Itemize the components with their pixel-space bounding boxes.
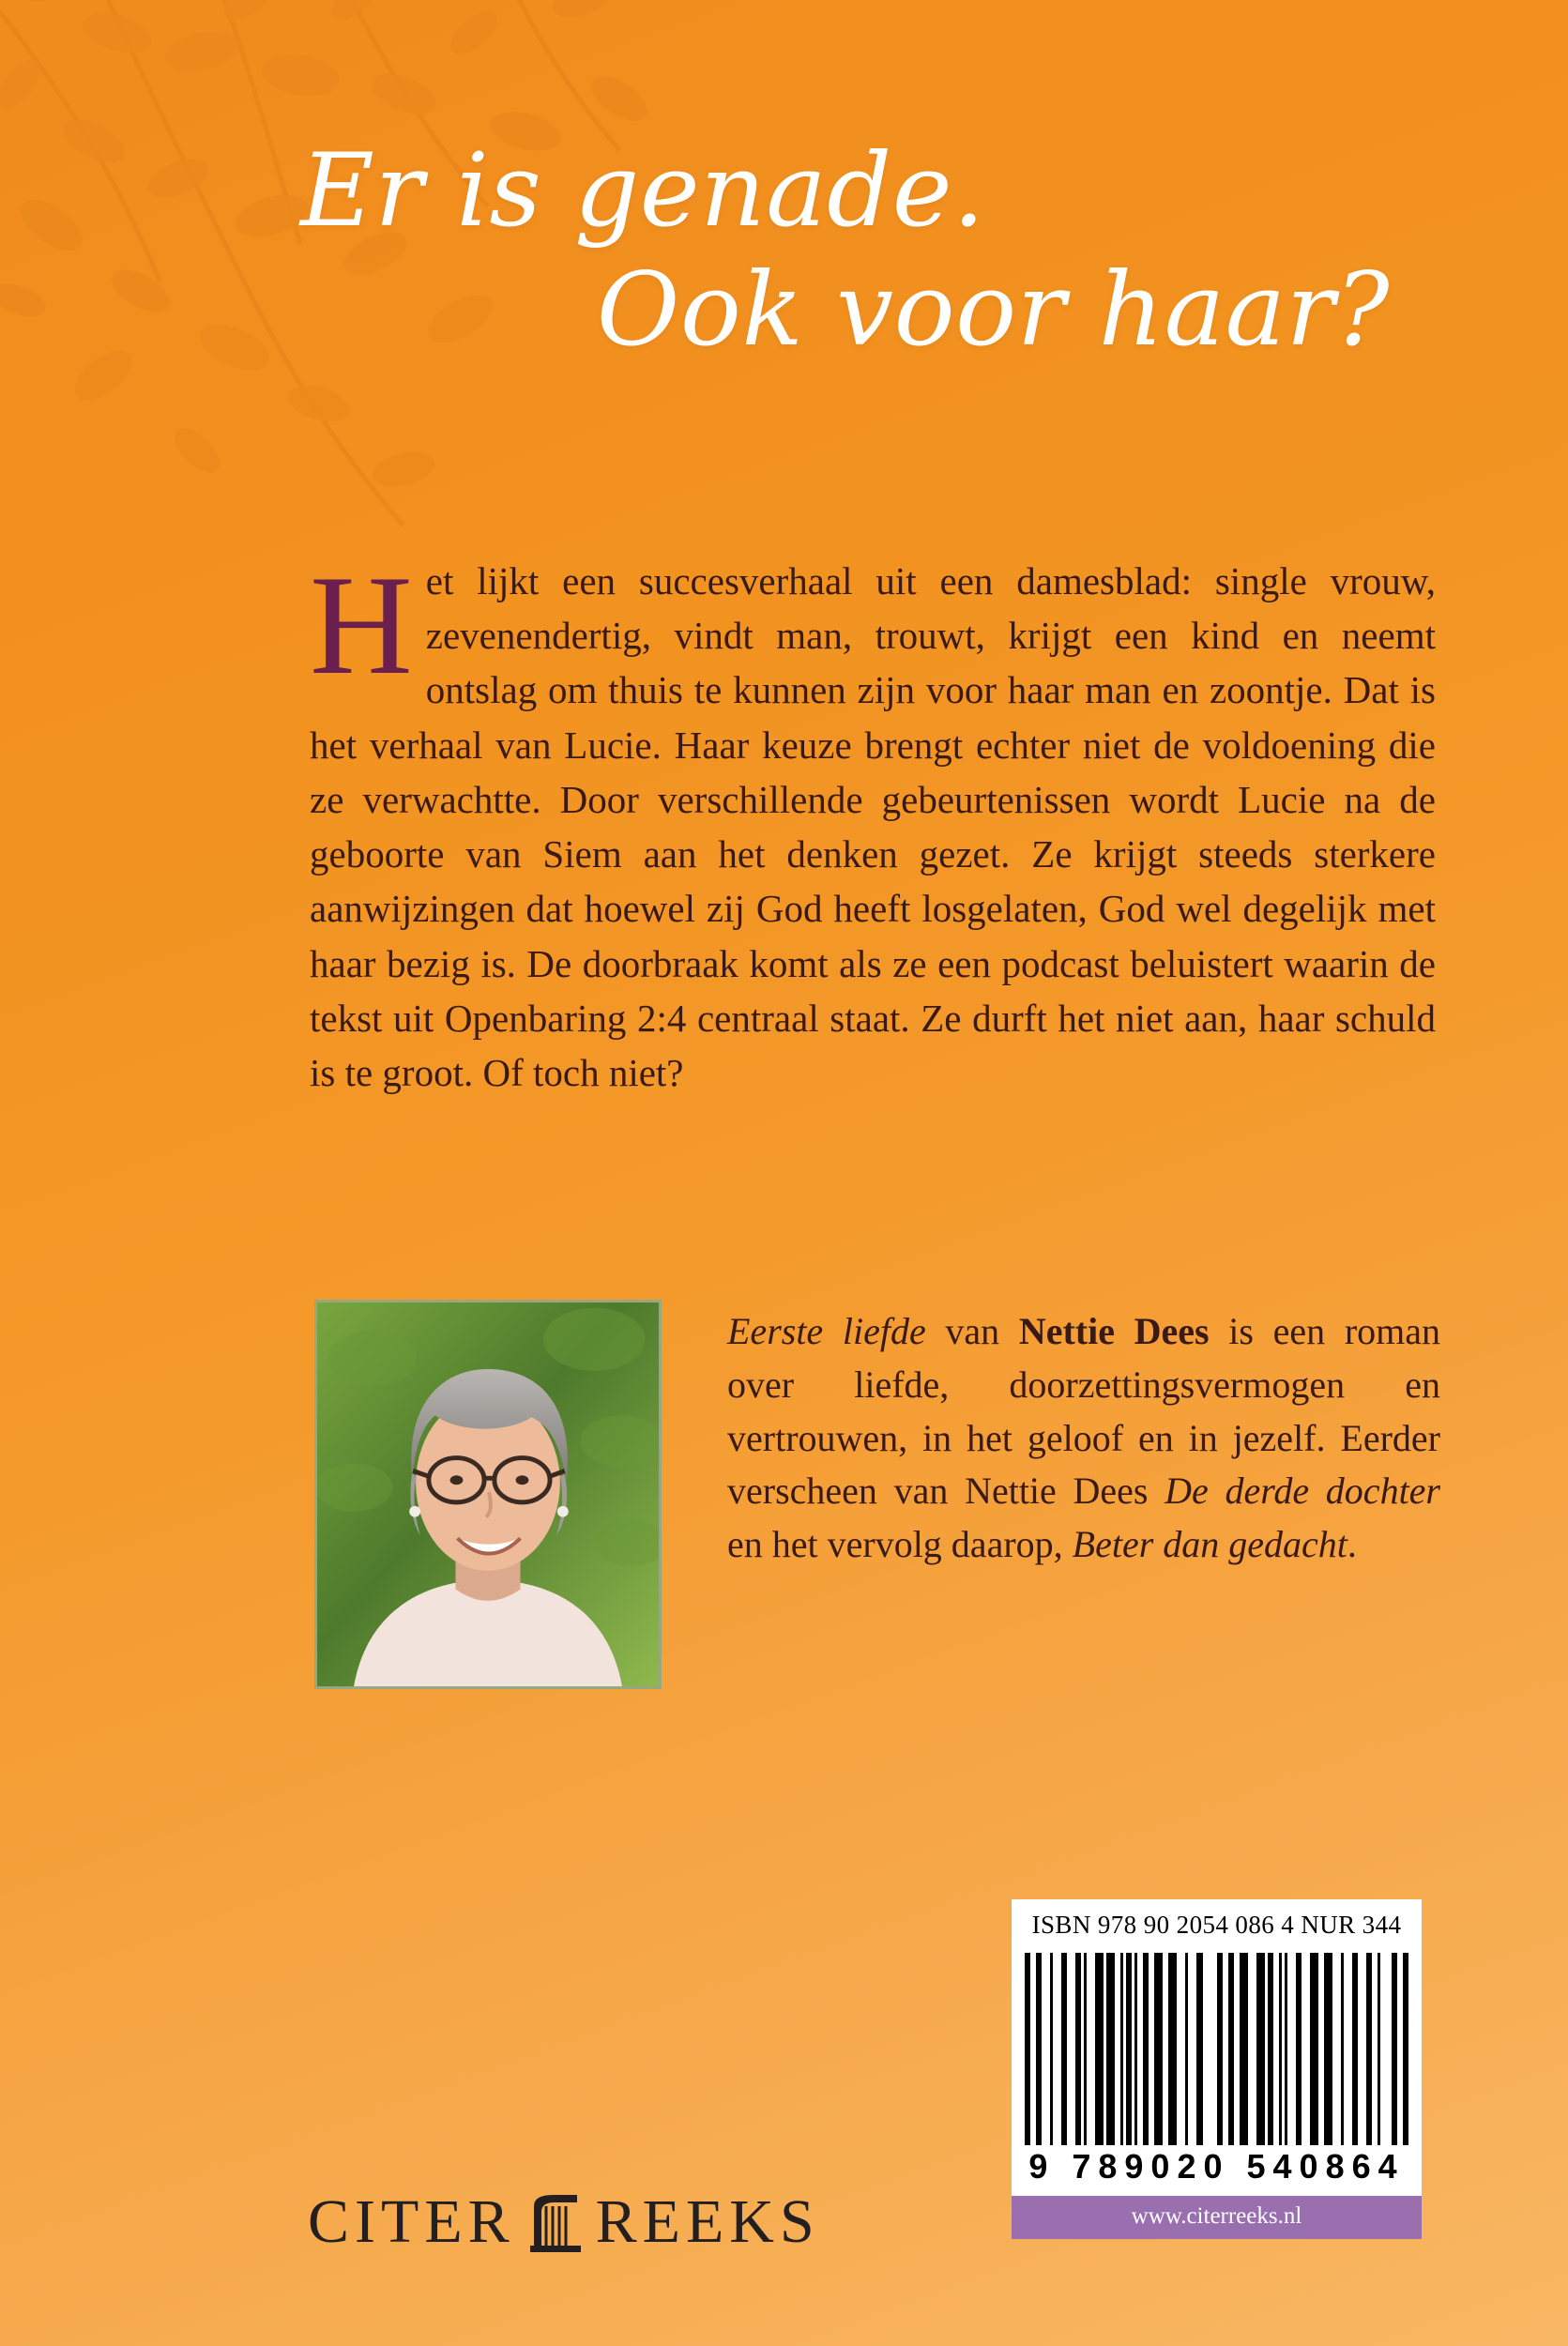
author-bio-sep2: en het vervolg daarop, bbox=[727, 1523, 1073, 1566]
barcode-bars bbox=[1025, 1953, 1408, 2145]
author-portrait-photo bbox=[314, 1300, 662, 1689]
author-bio-prev-title-1: De derde dochter bbox=[1165, 1470, 1440, 1513]
blurb-paragraph: et lijkt een succesverhaal uit een damesblad: single vrouw, zevenendertig, vindt man, trouwt, krijgt een kind en neemt ontslag om thuis te kunnen zijn voor haar man en zoontje. Dat is het verhaal van Lucie. Haar keuze brengt echter niet de voldoening die ze verwachtte. Door verschillende gebeurtenissen wordt Lucie na de geboorte van Siem aan het denken gezet. Ze krijgt steeds sterkere aanwijzingen dat hoewel zij God heeft losgelaten, God wel degelijk met haar bezig is. De doorbraak komt als ze een podcast beluistert waarin de tekst uit Openbaring 2:4 centraal staat. Ze durft het niet aan, haar schuld is te groot. Of toch niet? bbox=[310, 559, 1436, 1094]
author-bio-sep1: van bbox=[925, 1310, 1019, 1352]
barcode-digits: 9 789020 540864 bbox=[1028, 2147, 1405, 2186]
publisher-website: www.citerreeks.nl bbox=[1012, 2196, 1422, 2239]
author-bio-name: Nettie Dees bbox=[1018, 1310, 1210, 1352]
cover-headline bbox=[0, 131, 1568, 371]
headline-line-2: Ook voor haar? bbox=[596, 251, 1390, 370]
headline-line-1: Er is genade. bbox=[300, 132, 985, 250]
author-bio bbox=[727, 1300, 1440, 1572]
author-bio-body: is een roman over liefde, doorzettingsvermogen en vertrouwen, in het geloof en in jezelf. Eerder verscheen van Nettie Dees bbox=[727, 1310, 1440, 1513]
barcode-block bbox=[1012, 1899, 1422, 2239]
publisher-name-left: CITER bbox=[308, 2187, 515, 2256]
harp-icon bbox=[521, 2187, 590, 2257]
blurb-dropcap: H bbox=[310, 546, 413, 704]
publisher-logo bbox=[308, 2186, 820, 2258]
isbn-line: ISBN 978 90 2054 086 4 NUR 344 bbox=[1031, 1911, 1402, 1939]
blurb-text bbox=[310, 546, 1436, 1100]
author-bio-title: Eerste liefde bbox=[727, 1310, 926, 1352]
author-block bbox=[314, 1300, 1440, 1689]
author-bio-prev-title-2: Beter dan gedacht bbox=[1072, 1523, 1347, 1566]
publisher-name-right: REEKS bbox=[595, 2187, 820, 2256]
author-bio-end: . bbox=[1347, 1523, 1357, 1566]
